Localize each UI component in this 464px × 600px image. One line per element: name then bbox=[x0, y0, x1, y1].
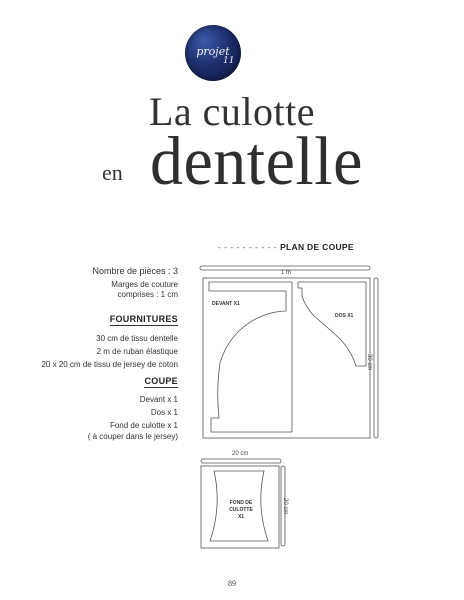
coupe-heading-text: COUPE bbox=[144, 376, 178, 386]
devant-label: DEVANT X1 bbox=[212, 301, 240, 307]
height-dimension-bar bbox=[374, 278, 378, 438]
page-number: 89 bbox=[228, 579, 236, 588]
badge-number: 11 bbox=[223, 56, 235, 66]
fond-label bbox=[226, 500, 256, 521]
margins-line-1: Marges de couture bbox=[111, 280, 178, 289]
width-label: 1 m bbox=[281, 270, 292, 276]
fond-label-line: FOND DE bbox=[229, 500, 253, 506]
fond-label-line: CULOTTE bbox=[229, 507, 253, 513]
coupe-item: ( à couper dans le jersey) bbox=[87, 432, 178, 441]
plan-heading-dashes: - - - - - - - - - - bbox=[218, 242, 278, 252]
fourniture-item: 30 cm de tissu dentelle bbox=[96, 334, 178, 343]
badge-word: projet bbox=[196, 45, 230, 58]
coupe-item: Fond de culotte x 1 bbox=[109, 421, 178, 430]
dos-label: DOS X1 bbox=[335, 313, 354, 319]
fond-width-bar bbox=[201, 459, 281, 463]
fond-height-label: 20 cm bbox=[282, 498, 288, 515]
height-label: 30 cm bbox=[366, 354, 372, 371]
fond-label-line: X1 bbox=[237, 514, 245, 520]
fournitures-heading-text: FOURNITURES bbox=[109, 314, 178, 324]
margins-line-2: comprises : 1 cm bbox=[117, 290, 178, 299]
title-line-2: dentelle bbox=[150, 123, 363, 200]
title-small-word: en bbox=[102, 160, 123, 185]
title-line-1: La culotte bbox=[148, 89, 316, 134]
fond-width-label: 20 cm bbox=[232, 451, 249, 457]
dos-piece bbox=[298, 282, 366, 366]
fourniture-item: 2 m de ruban élastique bbox=[96, 347, 178, 356]
coupe-item: Devant x 1 bbox=[139, 395, 178, 404]
pieces-count: Nombre de pièces : 3 bbox=[92, 266, 178, 276]
plan-heading-text: PLAN DE COUPE bbox=[280, 242, 354, 252]
fourniture-item: 20 x 20 cm de tissu de jersey de coton bbox=[41, 360, 178, 369]
coupe-item: Dos x 1 bbox=[150, 408, 178, 417]
